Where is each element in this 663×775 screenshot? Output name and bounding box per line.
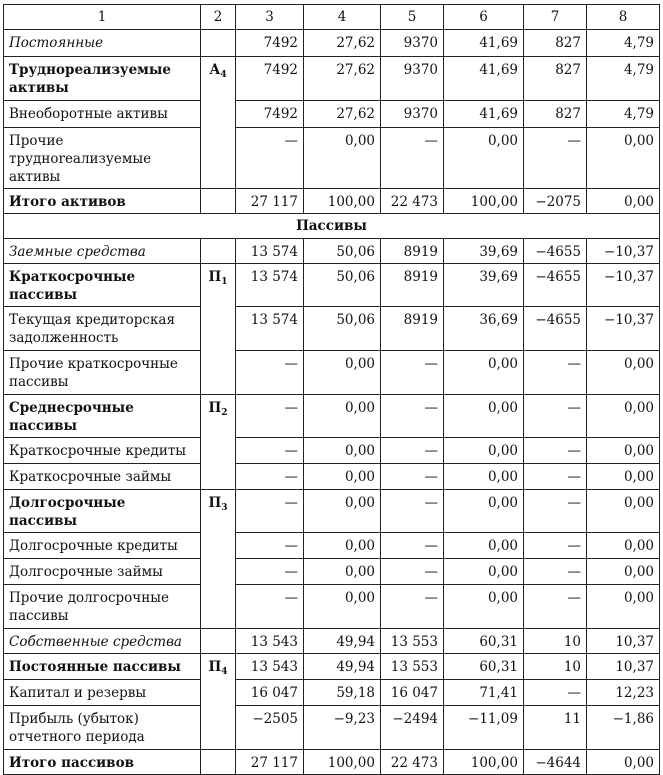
row-label: Собственные средства (4, 629, 201, 654)
value-cell: 827 (524, 30, 587, 57)
value-cell: 4,79 (587, 30, 660, 57)
value-cell: 13 574 (236, 307, 304, 351)
row-label: Текущая кредиторская задолженность (4, 307, 201, 351)
code-index: 4 (220, 70, 227, 80)
value-cell: 0,00 (304, 559, 381, 585)
value-cell: 7492 (236, 101, 304, 128)
value-cell: 0,00 (304, 533, 381, 559)
value-cell: 0,00 (587, 533, 660, 559)
value-cell: 0,00 (587, 189, 660, 214)
value-cell: 50,06 (304, 307, 381, 351)
column-number-row (4, 5, 660, 30)
column-number: 7 (524, 5, 587, 30)
column-number: 4 (304, 5, 381, 30)
value-cell: −9,23 (304, 706, 381, 750)
value-cell: — (524, 438, 587, 464)
value-cell: — (381, 490, 444, 533)
value-cell: 71,41 (444, 680, 524, 706)
value-cell: 13 553 (381, 629, 444, 654)
value-cell: — (524, 490, 587, 533)
group-code-a4 (201, 57, 236, 189)
table-row (4, 128, 660, 189)
value-cell: 0,00 (304, 438, 381, 464)
group-code-p2 (201, 395, 236, 490)
value-cell: — (236, 464, 304, 490)
code-letter: А (209, 62, 221, 78)
value-cell: 13 553 (381, 654, 444, 680)
value-cell: 13 574 (236, 239, 304, 264)
value-cell: 9370 (381, 30, 444, 57)
code-index: 1 (221, 277, 228, 287)
value-cell: 60,31 (444, 629, 524, 654)
value-cell: 27,62 (304, 30, 381, 57)
value-cell: 39,69 (444, 264, 524, 307)
value-cell: 36,69 (444, 307, 524, 351)
row-label: Постоянные (4, 30, 201, 57)
value-cell: 9370 (381, 101, 444, 128)
value-cell: 0,00 (304, 395, 381, 438)
value-cell: −4644 (524, 750, 587, 775)
value-cell: 13 543 (236, 654, 304, 680)
table-row (4, 750, 660, 775)
code-letter: П (208, 400, 222, 416)
value-cell: — (524, 680, 587, 706)
value-cell: — (381, 128, 444, 189)
value-cell: 0,00 (444, 464, 524, 490)
value-cell: 100,00 (444, 189, 524, 214)
group-code-p4 (201, 654, 236, 750)
value-cell: — (381, 559, 444, 585)
table-row (4, 239, 660, 264)
value-cell: — (236, 128, 304, 189)
value-cell: 0,00 (304, 128, 381, 189)
row-label: Итого пассивов (4, 750, 201, 775)
value-cell: 0,00 (444, 128, 524, 189)
value-cell: 49,94 (304, 654, 381, 680)
value-cell: 0,00 (587, 351, 660, 395)
value-cell: 27 117 (236, 750, 304, 775)
value-cell: 7492 (236, 57, 304, 101)
row-label: Прибыль (убыток) отчетного периода (4, 706, 201, 750)
row-label: Внеоборотные активы (4, 101, 201, 128)
row-label: Итого активов (4, 189, 201, 214)
table-row (4, 307, 660, 351)
value-cell: — (236, 438, 304, 464)
value-cell: 10 (524, 629, 587, 654)
column-number: 2 (201, 5, 236, 30)
value-cell: — (236, 490, 304, 533)
value-cell: 13 543 (236, 629, 304, 654)
value-cell: −2075 (524, 189, 587, 214)
row-label: Прочие трудноreализуемые активы (4, 128, 201, 189)
value-cell: — (236, 559, 304, 585)
value-cell: 10 (524, 654, 587, 680)
group-code-empty (201, 629, 236, 654)
table-row (4, 490, 660, 533)
value-cell: 0,00 (587, 750, 660, 775)
value-cell: 50,06 (304, 264, 381, 307)
value-cell: — (524, 464, 587, 490)
value-cell: — (236, 351, 304, 395)
value-cell: 41,69 (444, 30, 524, 57)
table-row (4, 654, 660, 680)
group-code-empty (201, 239, 236, 264)
value-cell: 0,00 (587, 490, 660, 533)
value-cell: −4655 (524, 264, 587, 307)
value-cell: 100,00 (304, 750, 381, 775)
table-row (4, 351, 660, 395)
value-cell: — (381, 351, 444, 395)
value-cell: — (524, 533, 587, 559)
code-letter: П (208, 495, 222, 511)
row-label: Краткосрочные пассивы (4, 264, 201, 307)
row-label: Долгосрочные кредиты (4, 533, 201, 559)
value-cell: 27 117 (236, 189, 304, 214)
row-label: Краткосрочные займы (4, 464, 201, 490)
value-cell: — (524, 395, 587, 438)
section-row (4, 214, 660, 239)
value-cell: −1,86 (587, 706, 660, 750)
value-cell: 60,31 (444, 654, 524, 680)
value-cell: — (524, 559, 587, 585)
column-number: 5 (381, 5, 444, 30)
value-cell: −2505 (236, 706, 304, 750)
value-cell: 49,94 (304, 629, 381, 654)
value-cell: 0,00 (444, 490, 524, 533)
row-label: Труднореализуемые активы (4, 57, 201, 101)
row-label: Заемные средства (4, 239, 201, 264)
value-cell: −11,09 (444, 706, 524, 750)
value-cell: 827 (524, 57, 587, 101)
value-cell: −10,37 (587, 307, 660, 351)
value-cell: 11 (524, 706, 587, 750)
value-cell: 0,00 (304, 351, 381, 395)
value-cell: 0,00 (587, 438, 660, 464)
value-cell: 4,79 (587, 57, 660, 101)
code-index: 3 (221, 503, 228, 513)
column-number: 3 (236, 5, 304, 30)
value-cell: 50,06 (304, 239, 381, 264)
value-cell: — (381, 533, 444, 559)
value-cell: 0,00 (444, 438, 524, 464)
table-row (4, 57, 660, 101)
value-cell: 0,00 (304, 490, 381, 533)
value-cell: 0,00 (587, 128, 660, 189)
value-cell: — (524, 128, 587, 189)
row-label: Прочие краткосрочные пассивы (4, 351, 201, 395)
table-row (4, 464, 660, 490)
value-cell: 0,00 (304, 464, 381, 490)
value-cell: — (524, 585, 587, 629)
column-number: 1 (4, 5, 201, 30)
code-index: 2 (221, 408, 228, 418)
value-cell: 8919 (381, 307, 444, 351)
value-cell: 10,37 (587, 654, 660, 680)
value-cell: 7492 (236, 30, 304, 57)
section-title: Пассивы (4, 214, 660, 239)
value-cell: 0,00 (587, 464, 660, 490)
value-cell: — (381, 464, 444, 490)
table-row (4, 559, 660, 585)
group-code-empty (201, 750, 236, 775)
value-cell: 8919 (381, 239, 444, 264)
table-row (4, 395, 660, 438)
value-cell: 12,23 (587, 680, 660, 706)
value-cell: 16 047 (236, 680, 304, 706)
value-cell: — (381, 438, 444, 464)
table-row (4, 629, 660, 654)
value-cell: −10,37 (587, 239, 660, 264)
code-letter: П (208, 269, 222, 285)
value-cell: −4655 (524, 239, 587, 264)
table-row (4, 189, 660, 214)
table-row (4, 585, 660, 629)
table-row (4, 533, 660, 559)
value-cell: 4,79 (587, 101, 660, 128)
group-code-empty (201, 30, 236, 57)
value-cell: — (381, 585, 444, 629)
table-row (4, 30, 660, 57)
value-cell: 16 047 (381, 680, 444, 706)
value-cell: 0,00 (304, 585, 381, 629)
table-row (4, 264, 660, 307)
value-cell: — (236, 395, 304, 438)
table-row (4, 706, 660, 750)
value-cell: 0,00 (444, 395, 524, 438)
value-cell: 22 473 (381, 189, 444, 214)
group-code-p3 (201, 490, 236, 629)
row-label: Долгосрочные пассивы (4, 490, 201, 533)
row-label: Среднесрочные пассивы (4, 395, 201, 438)
value-cell: 10,37 (587, 629, 660, 654)
value-cell: −4655 (524, 307, 587, 351)
value-cell: 8919 (381, 264, 444, 307)
value-cell: 0,00 (587, 559, 660, 585)
value-cell: −10,37 (587, 264, 660, 307)
group-code-empty (201, 189, 236, 214)
table-row (4, 680, 660, 706)
value-cell: — (236, 585, 304, 629)
value-cell: 13 574 (236, 264, 304, 307)
value-cell: 41,69 (444, 57, 524, 101)
value-cell: 0,00 (444, 351, 524, 395)
value-cell: 9370 (381, 57, 444, 101)
column-number: 6 (444, 5, 524, 30)
row-label: Краткосрочные кредиты (4, 438, 201, 464)
value-cell: — (381, 395, 444, 438)
value-cell: 22 473 (381, 750, 444, 775)
value-cell: 0,00 (587, 585, 660, 629)
row-label: Капитал и резервы (4, 680, 201, 706)
value-cell: 59,18 (304, 680, 381, 706)
column-number: 8 (587, 5, 660, 30)
balance-liquidity-table (3, 4, 660, 775)
code-letter: П (208, 659, 222, 675)
value-cell: 0,00 (444, 585, 524, 629)
table-row (4, 101, 660, 128)
value-cell: −2494 (381, 706, 444, 750)
value-cell: 0,00 (587, 395, 660, 438)
value-cell: 827 (524, 101, 587, 128)
value-cell: — (524, 351, 587, 395)
value-cell: 39,69 (444, 239, 524, 264)
value-cell: 100,00 (304, 189, 381, 214)
value-cell: 41,69 (444, 101, 524, 128)
value-cell: 100,00 (444, 750, 524, 775)
value-cell: — (236, 533, 304, 559)
table-row (4, 438, 660, 464)
group-code-p1 (201, 264, 236, 395)
value-cell: 0,00 (444, 559, 524, 585)
value-cell: 27,62 (304, 101, 381, 128)
row-label: Прочие долгосрочные пассивы (4, 585, 201, 629)
value-cell: 27,62 (304, 57, 381, 101)
code-index: 4 (221, 667, 228, 677)
row-label: Постоянные пассивы (4, 654, 201, 680)
value-cell: 0,00 (444, 533, 524, 559)
row-label: Долгосрочные займы (4, 559, 201, 585)
